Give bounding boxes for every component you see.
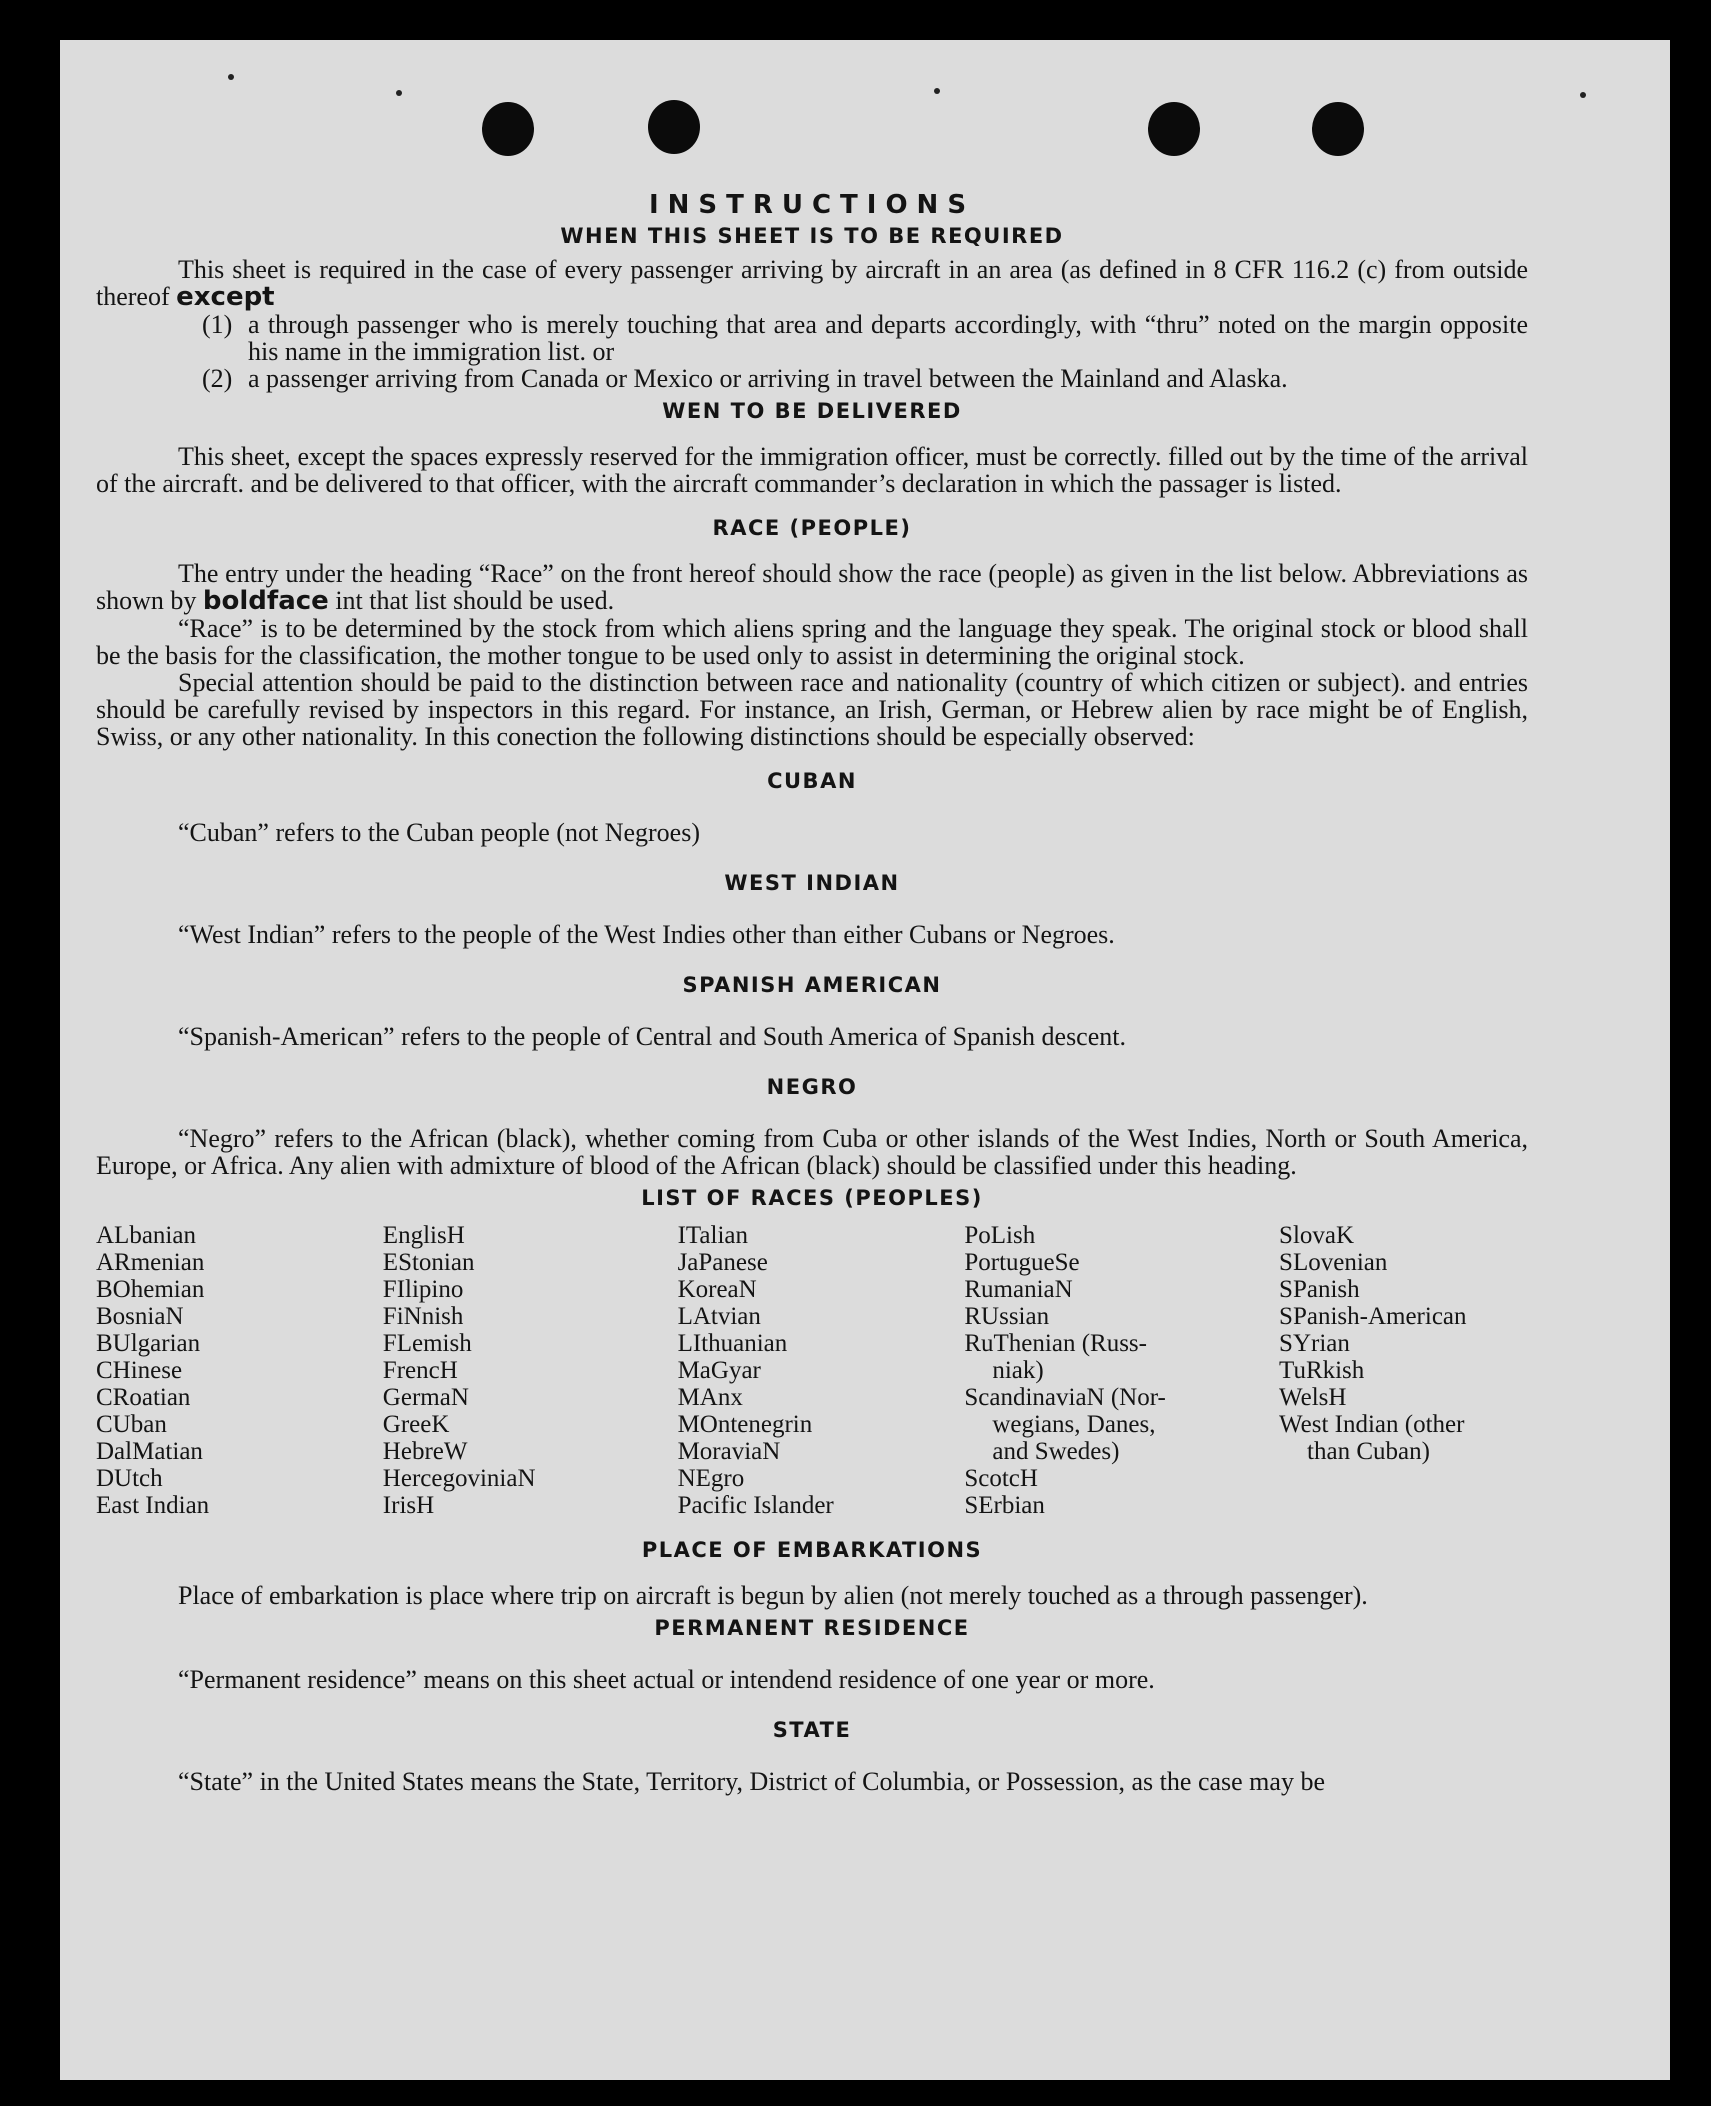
race-column-1 [96,1222,383,1519]
race-entry: SPanish-American [1279,1303,1467,1330]
race-entry: ITalian [677,1222,748,1249]
item-text: a passenger arriving from Canada or Mexico or arriving in travel between the Mainland and Alaska. [248,364,1288,393]
embarkation-paragraph: Place of embarkation is place where trip on aircraft is begun by alien (not merely touched as a through passenger). [178,1581,1368,1610]
punch-hole [482,102,534,156]
speck [1580,92,1586,98]
race-entry: EStonian [382,1249,475,1276]
race-entry: CRoatian [96,1384,191,1411]
document-page [60,40,1670,2080]
section-heading-list-of-races: LIST OF RACES (PEOPLES) [641,1186,983,1210]
race-text: int that list should be used. [335,586,615,615]
race-paragraph-2: “Race” is to be determined by the stock from which aliens spring and the language they speak. The original stock or blood shall be the basis for the classification, the mother tongue to be used only to assist in determining the original stock. [96,614,1528,670]
race-entry: Pacific Islander [677,1492,834,1519]
race-entry: East Indian [96,1492,210,1519]
race-entry: CHinese [96,1357,183,1384]
race-entry-continuation: niak) [992,1357,1044,1384]
race-text: The entry under the heading “Race” on the front hereof should show the race (people) as given in the list below. Abbreviations as shown by [96,559,1528,615]
race-entry: FLemish [382,1330,472,1357]
race-column-5 [1279,1222,1528,1519]
race-entry: ARmenian [96,1249,205,1276]
race-entry: RumaniaN [964,1276,1073,1303]
race-entry: MOntenegrin [677,1411,813,1438]
item-number: (2) [202,364,233,393]
race-entry: MoraviaN [677,1438,781,1465]
race-entry: IrisH [382,1492,435,1519]
race-entry: LIthuanian [677,1330,788,1357]
race-entry: ScotcH [964,1465,1038,1492]
exception-item-1 [202,311,1528,365]
item-number: (1) [202,310,233,339]
state-paragraph: “State” in the United States means the State, Territory, District of Columbia, or Possession, as the case may be [178,1767,1325,1796]
race-list [96,1222,1528,1519]
punch-hole [1312,102,1364,156]
race-entry: FiNnish [382,1303,464,1330]
race-entry: SErbian [964,1492,1045,1519]
cuban-paragraph: “Cuban” refers to the Cuban people (not Negroes) [178,818,700,847]
race-column-2 [383,1222,678,1519]
race-entry: JaPanese [677,1249,768,1276]
section-heading-permanent-residence: PERMANENT RESIDENCE [654,1616,970,1640]
race-entry-continuation: wegians, Danes, [992,1411,1156,1438]
race-entry: BosniaN [96,1303,184,1330]
race-entry: WelsH [1279,1384,1347,1411]
section-heading-when-required: WHEN THIS SHEET IS TO BE REQUIRED [560,224,1064,248]
race-entry: TuRkish [1279,1357,1365,1384]
negro-paragraph: “Negro” refers to the African (black), whether coming from Cuba or other islands of the West Indies, North or South America, Europe, or Africa. Any alien with admixture of blood of the African (black) should be classified under this heading. [96,1124,1528,1180]
race-entry: PoLish [964,1222,1036,1249]
exception-item-2 [202,365,1528,392]
section-heading-cuban: CUBAN [767,769,857,793]
race-entry: HercegoviniaN [382,1465,536,1492]
item-text: a through passenger who is merely touching that area and departs accordingly, with “thru” noted on the margin opposite his name in the immigration list. or [248,310,1528,366]
section-heading-spanish-american: SPANISH AMERICAN [682,973,942,997]
race-entry: ScandinaviaN (Nor- [964,1384,1166,1411]
section-heading-embarkation: PLACE OF EMBARKATIONS [641,1538,983,1562]
section-heading-when-delivered: WEN TO BE DELIVERED [662,399,962,423]
race-entry: GermaN [382,1384,469,1411]
race-entry: NEgro [677,1465,745,1492]
speck [934,88,940,94]
race-entry: EnglisH [382,1222,465,1249]
race-paragraph-1 [96,560,1528,615]
speck [396,90,402,96]
race-entry: GreeK [382,1411,450,1438]
race-entry: MAnx [677,1384,743,1411]
race-entry: RuThenian (Russ- [964,1330,1147,1357]
page-title: INSTRUCTIONS [648,190,976,220]
race-entry: KoreaN [677,1276,757,1303]
race-column-4 [964,1222,1279,1519]
west-indian-paragraph: “West Indian” refers to the people of the West Indies other than either Cubans or Negroes. [178,920,1115,949]
section-heading-state: STATE [772,1718,852,1742]
race-entry: SPanish [1279,1276,1360,1303]
boldface-emphasis: boldface [202,586,329,616]
race-entry: SYrian [1279,1330,1350,1357]
race-entry: PortugueSe [964,1249,1080,1276]
race-entry: SLovenian [1279,1249,1388,1276]
section-heading-west-indian: WEST INDIAN [724,871,900,895]
when-required-paragraph [96,256,1528,311]
race-entry: DUtch [96,1465,163,1492]
punch-hole [1148,102,1200,156]
when-required-text: This sheet is required in the case of every passenger arriving by aircraft in an area (as defined in 8 CFR 116.2 (c) from outside thereof [96,255,1528,311]
race-entry: RUssian [964,1303,1050,1330]
race-entry: DalMatian [96,1438,203,1465]
race-entry: ALbanian [96,1222,196,1249]
race-entry: BOhemian [96,1276,205,1303]
race-entry: CUban [96,1411,167,1438]
race-entry: HebreW [382,1438,468,1465]
race-entry: LAtvian [677,1303,761,1330]
when-delivered-paragraph: This sheet, except the spaces expressly reserved for the immigration officer, must be correctly. filled out by the time of the arrival of the aircraft. and be delivered to that officer, with the aircraft commander’s declaration in which the passager is listed. [96,442,1528,498]
race-paragraph-3: Special attention should be paid to the distinction between race and nationality (country of which citizen or subject). and entries should be carefully revised by inspectors in this regard. For instance, an Irish, German, or Hebrew alien by race might be of English, Swiss, or any other nationality. In this conection the following distinctions should be especially observed: [96,668,1528,751]
spanish-american-paragraph: “Spanish-American” refers to the people of Central and South America of Spanish descent. [178,1022,1126,1051]
race-entry: West Indian (other [1279,1411,1465,1438]
race-entry: FrencH [382,1357,458,1384]
race-entry: MaGyar [677,1357,761,1384]
race-column-3 [678,1222,965,1519]
instructions-body [96,192,1528,1795]
speck [228,74,234,80]
race-entry: FIlipino [382,1276,464,1303]
residence-paragraph: “Permanent residence” means on this sheet actual or intendend residence of one year or more. [178,1665,1155,1694]
section-heading-negro: NEGRO [766,1075,858,1099]
except-emphasis: except [176,282,275,312]
race-entry-continuation: and Swedes) [992,1438,1120,1465]
race-entry-continuation: than Cuban) [1307,1438,1430,1465]
race-entry: SlovaK [1279,1222,1355,1249]
race-entry: BUlgarian [96,1330,201,1357]
section-heading-race: RACE (PEOPLE) [712,516,912,540]
punch-hole [648,100,700,154]
